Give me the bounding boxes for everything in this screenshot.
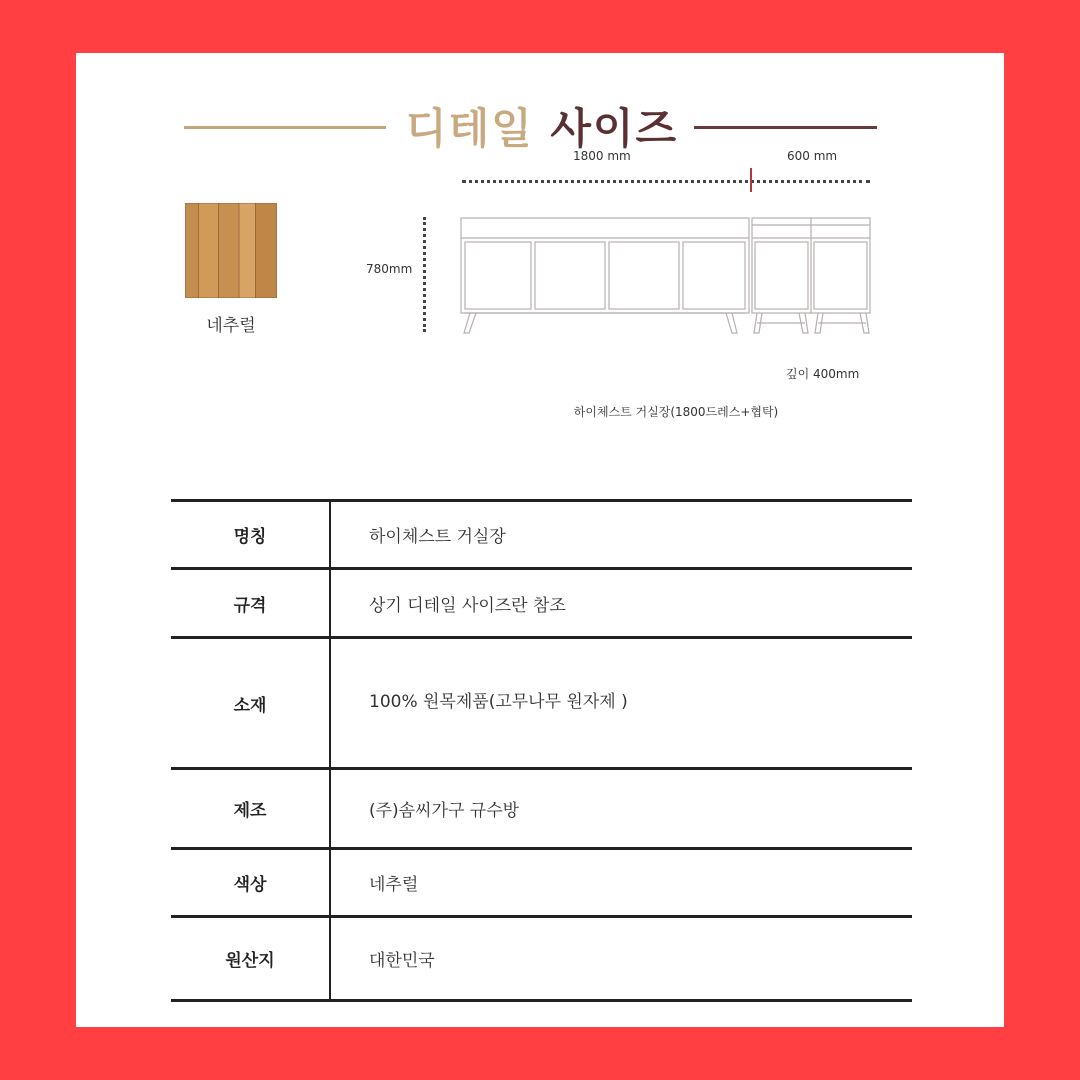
spec-label: 원산지 <box>171 917 330 1001</box>
spec-label: 제조 <box>171 769 330 849</box>
spec-row-manufacturer <box>171 769 912 849</box>
furniture-outline-svg <box>456 213 876 338</box>
width-divider-tick <box>750 168 752 192</box>
spec-label: 색상 <box>171 849 330 917</box>
title-part-size: 사이즈 <box>550 104 679 153</box>
title-divider-right <box>694 126 877 129</box>
title-part-detail: 디테일 <box>406 104 534 153</box>
spec-label: 규격 <box>171 569 330 638</box>
product-caption: 하이체스트 거실장(1800드레스+협탁) <box>573 405 779 419</box>
detail-size-card <box>76 53 1004 1027</box>
width-dimension-line <box>462 180 870 183</box>
spec-value: 하이체스트 거실장 <box>369 527 506 547</box>
spec-row-size <box>171 569 912 638</box>
depth-label: 깊이 400mm <box>786 367 860 381</box>
spec-label: 소재 <box>171 638 330 769</box>
spec-value: 대한민국 <box>369 951 435 971</box>
spec-row-name <box>171 501 912 569</box>
spec-row-origin <box>171 917 912 1001</box>
spec-row-material <box>171 638 912 769</box>
wood-color-swatch <box>185 203 277 298</box>
spec-table <box>171 499 912 1002</box>
spec-label: 명칭 <box>171 501 330 569</box>
title-divider-left <box>184 126 386 129</box>
height-label: 780mm <box>366 262 413 276</box>
section-title <box>406 101 678 157</box>
section-title-row <box>76 93 1004 163</box>
spec-value: 100% 원목제품(고무나무 원자제 ) <box>369 692 628 712</box>
spec-value: (주)솜씨가구 규수방 <box>369 801 520 821</box>
width-main-label: 1800 mm <box>573 149 631 163</box>
swatch-label: 네추럴 <box>206 316 256 336</box>
spec-row-color <box>171 849 912 917</box>
height-dimension-line <box>423 217 426 332</box>
spec-value: 상기 디테일 사이즈란 참조 <box>369 595 566 616</box>
width-side-label: 600 mm <box>787 149 838 163</box>
spec-value: 네추럴 <box>369 875 419 895</box>
furniture-drawing <box>456 213 876 338</box>
